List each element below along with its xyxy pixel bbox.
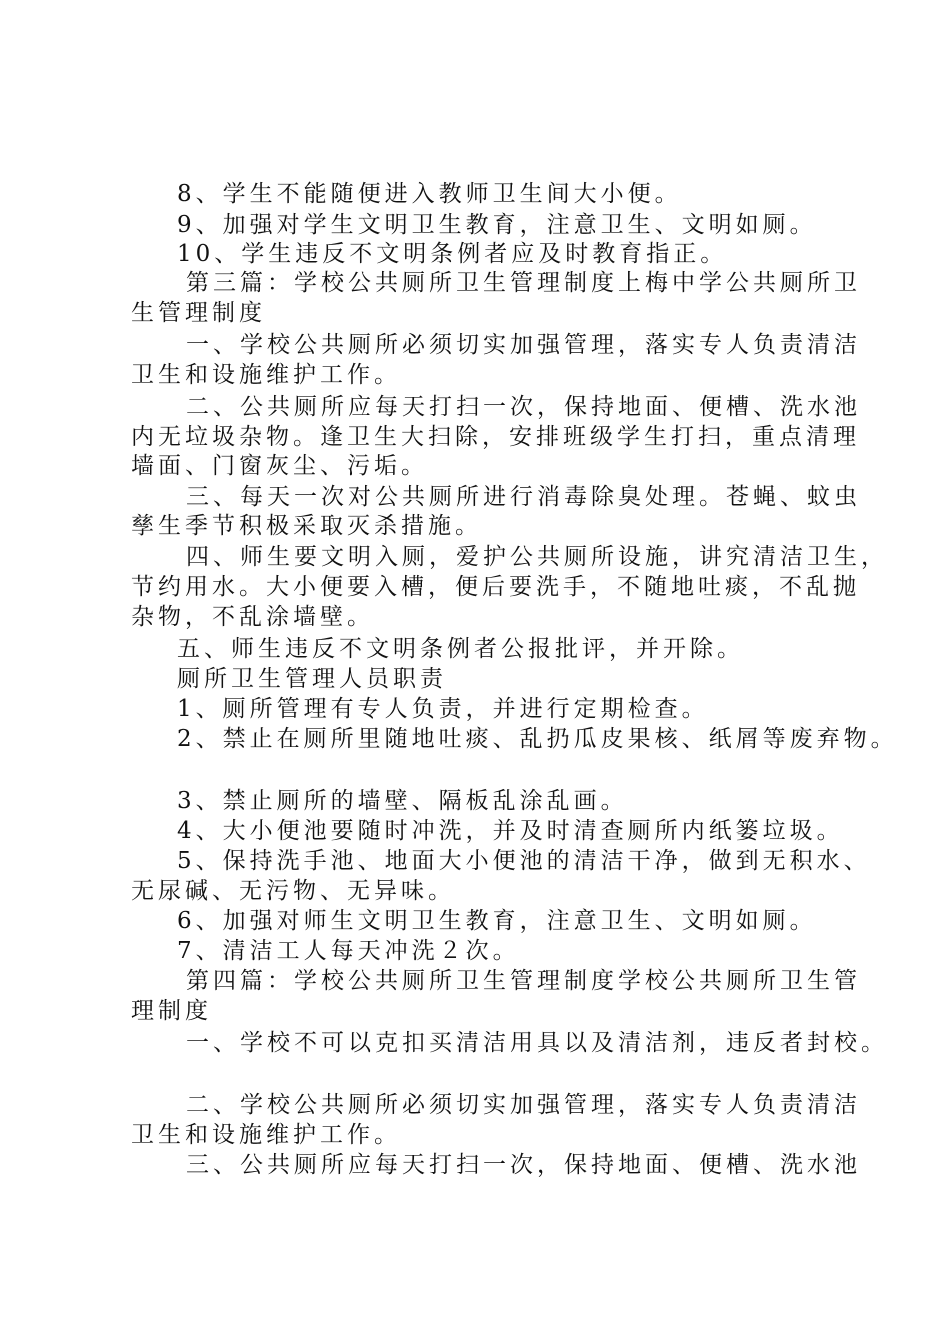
text-line: 孳生季节积极采取灭杀措施。 xyxy=(131,513,482,539)
text-line: 卫生和设施维护工作。 xyxy=(131,1122,401,1148)
subheading: 厕所卫生管理人员职责 xyxy=(177,666,447,692)
text-line: 三、每天一次对公共厕所进行消毒除臭处理。苍蝇、蚊虫 xyxy=(186,484,861,510)
text-line: 8、学生不能随便进入教师卫生间大小便。 xyxy=(177,181,682,207)
text-line: 内无垃圾杂物。逢卫生大扫除，安排班级学生打扫，重点清理 xyxy=(131,424,860,450)
section-heading-continued: 理制度 xyxy=(131,998,212,1024)
text-line: 节约用水。大小便要入槽，便后要洗手，不随地吐痰，不乱抛 xyxy=(131,574,860,600)
text-line: 卫生和设施维护工作。 xyxy=(131,362,401,388)
text-line: 墙面、门窗灰尘、污垢。 xyxy=(131,453,428,479)
text-line: 9、加强对学生文明卫生教育，注意卫生、文明如厕。 xyxy=(177,212,817,238)
text-line: 二、公共厕所应每天打扫一次，保持地面、便槽、洗水池 xyxy=(186,394,861,420)
text-line: 5、保持洗手池、地面大小便池的清洁干净，做到无积水、 xyxy=(177,848,871,874)
text-line: 一、学校公共厕所必须切实加强管理，落实专人负责清洁 xyxy=(186,332,861,358)
text-line: 10、学生违反不文明条例者应及时教育指正。 xyxy=(177,241,728,267)
text-line: 3、禁止厕所的墙壁、隔板乱涂乱画。 xyxy=(177,788,628,814)
text-line: 一、学校不可以克扣买清洁用具以及清洁剂，违反者封校。 xyxy=(186,1030,888,1056)
text-line: 三、公共厕所应每天打扫一次，保持地面、便槽、洗水池 xyxy=(186,1152,861,1178)
text-line: 无尿碱、无污物、无异味。 xyxy=(131,878,455,904)
section-heading: 第三篇：学校公共厕所卫生管理制度上梅中学公共厕所卫 xyxy=(186,270,861,296)
text-line: 7、清洁工人每天冲洗２次。 xyxy=(177,938,520,964)
text-line: 杂物，不乱涂墙壁。 xyxy=(131,604,374,630)
text-line: 1、厕所管理有专人负责，并进行定期检查。 xyxy=(177,696,709,722)
text-line: 五、师生违反不文明条例者公报批评，并开除。 xyxy=(177,636,744,662)
section-heading: 第四篇：学校公共厕所卫生管理制度学校公共厕所卫生管 xyxy=(186,968,861,994)
text-line: 2、禁止在厕所里随地吐痰、乱扔瓜皮果核、纸屑等废弃物。 xyxy=(177,726,898,752)
section-heading-continued: 生管理制度 xyxy=(131,300,266,326)
text-line: 二、学校公共厕所必须切实加强管理，落实专人负责清洁 xyxy=(186,1092,861,1118)
text-line: 四、师生要文明入厕，爱护公共厕所设施，讲究清洁卫生， xyxy=(186,544,888,570)
text-line: 6、加强对师生文明卫生教育，注意卫生、文明如厕。 xyxy=(177,908,817,934)
text-line: 4、大小便池要随时冲洗，并及时清查厕所内纸篓垃圾。 xyxy=(177,818,844,844)
